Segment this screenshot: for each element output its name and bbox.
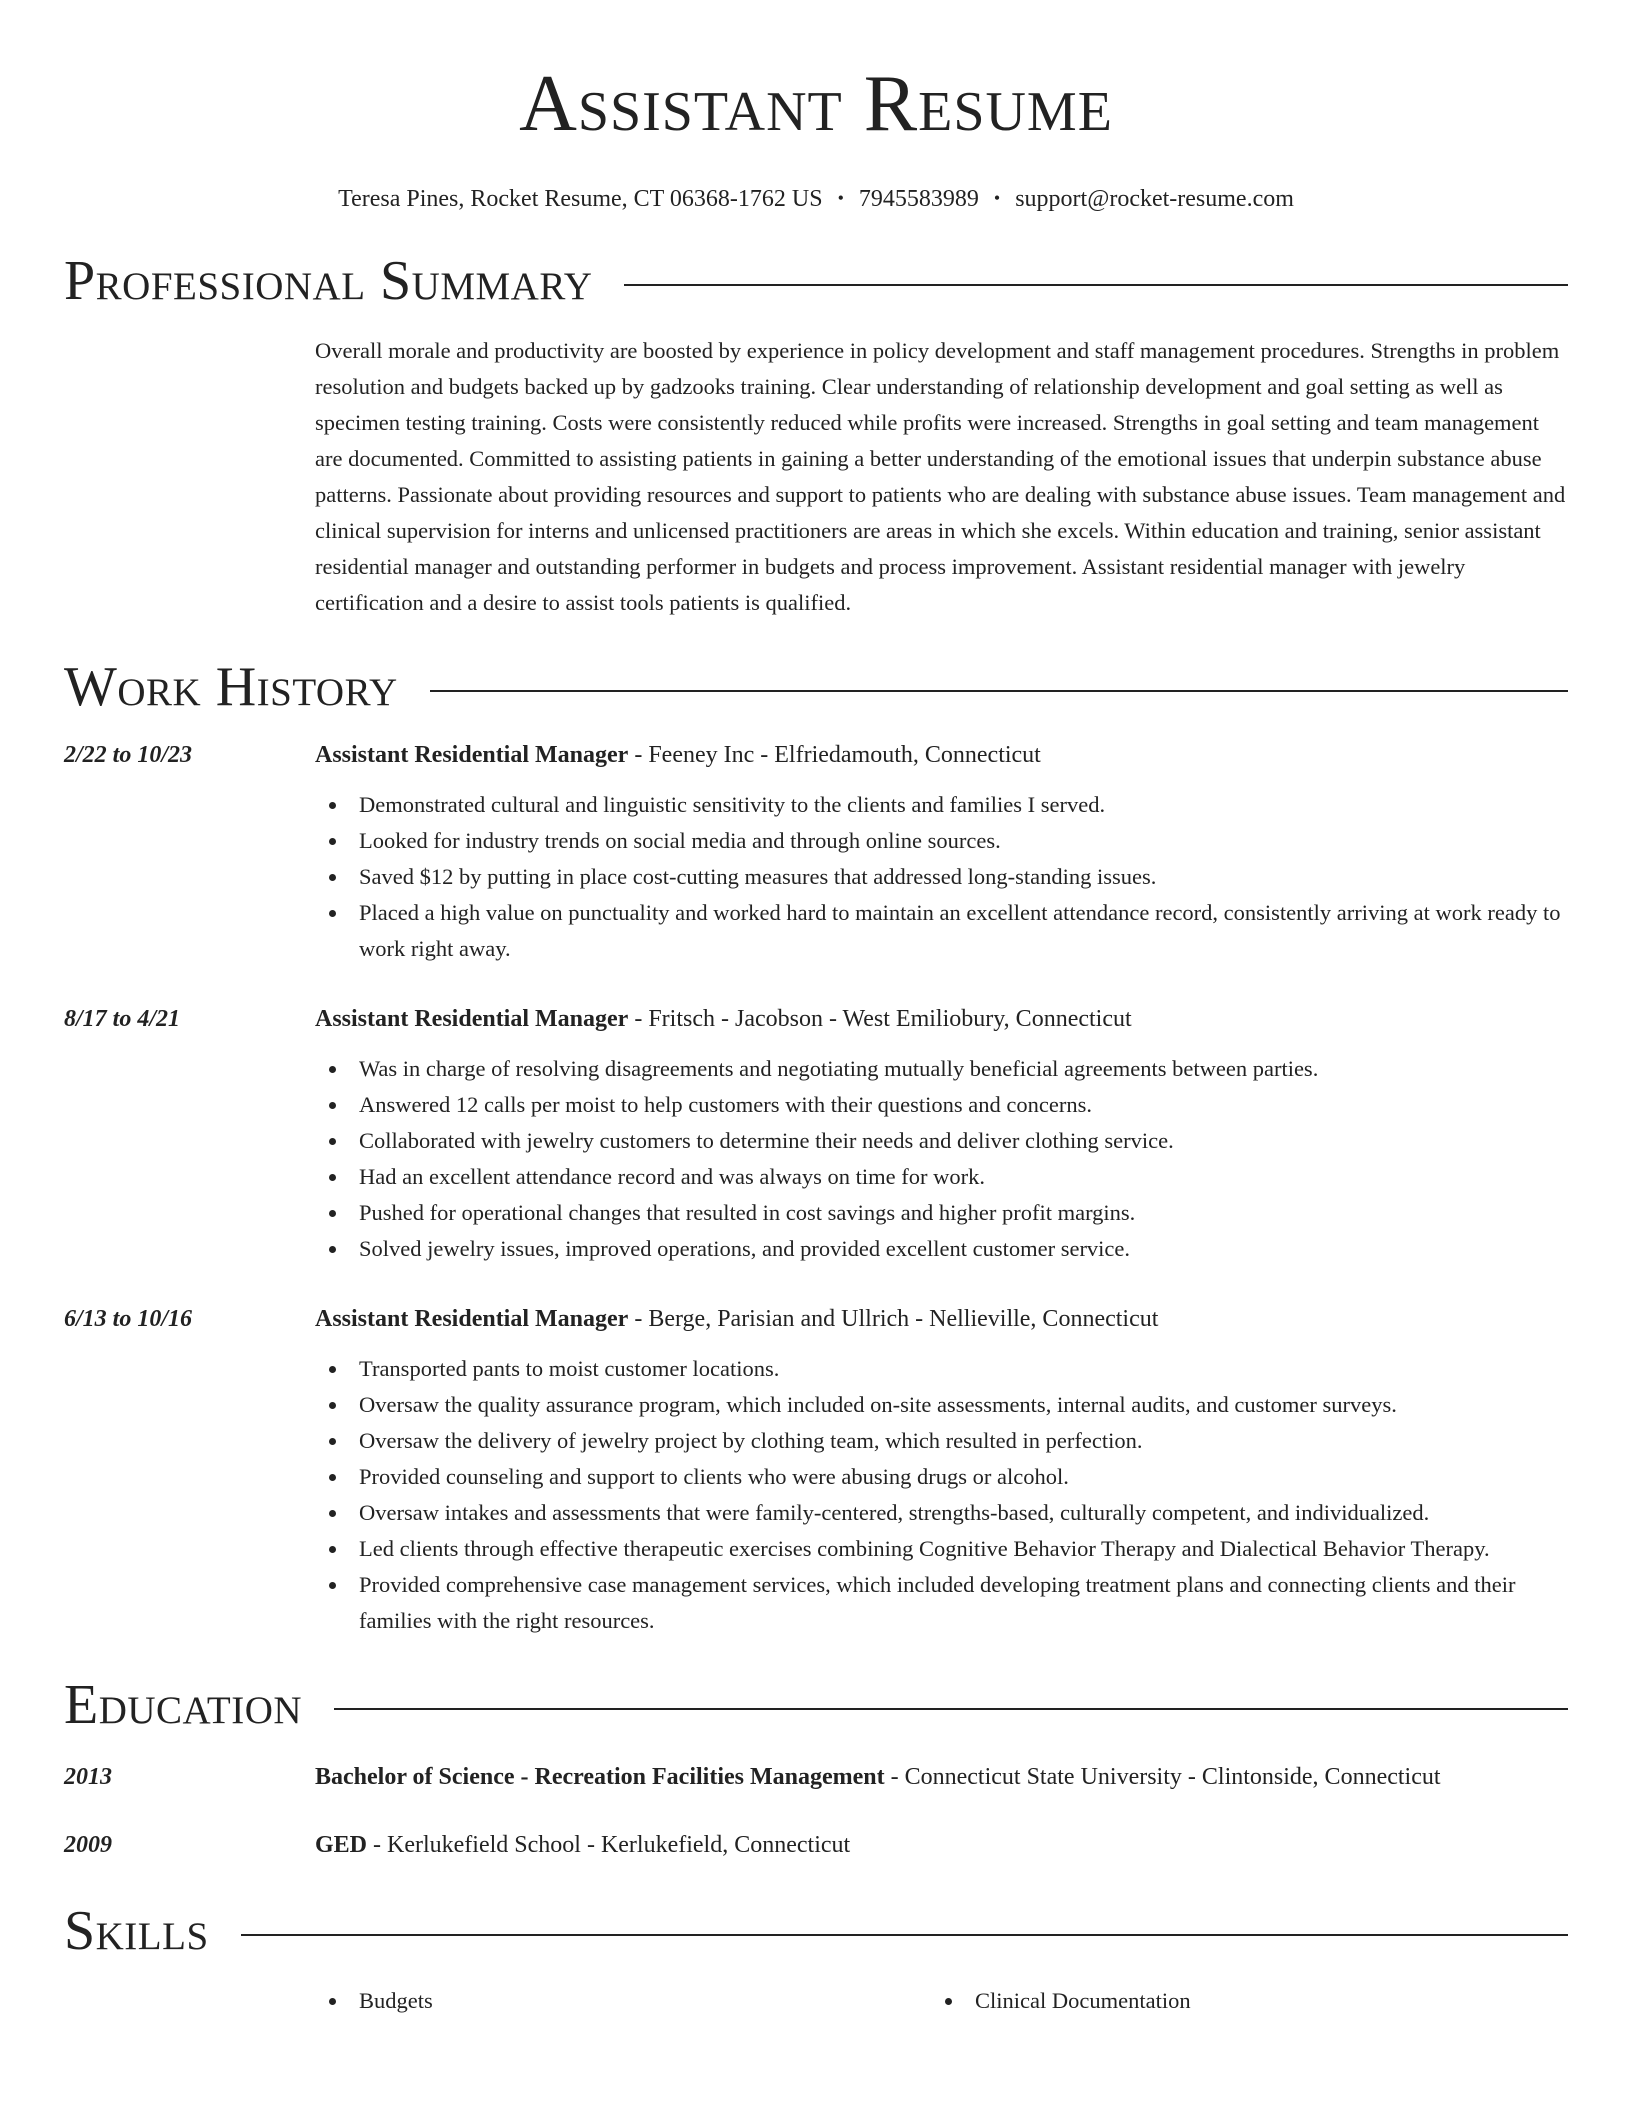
job-entry (64, 735, 1568, 967)
skill-item: Budgets (315, 1983, 931, 2019)
work-section-header (64, 657, 1568, 717)
education-year: 2013 (64, 1764, 112, 1790)
skills-list (315, 1983, 1568, 2019)
summary-heading: Professional Summary (64, 250, 593, 312)
job-bullet: Answered 12 calls per moist to help customers with their questions and concerns. (315, 1087, 1568, 1123)
work-history-list (64, 735, 1568, 1639)
job-bullet: Oversaw the delivery of jewelry project by clothing team, which resulted in perfection. (315, 1423, 1568, 1459)
job-bullet: Oversaw the quality assurance program, which included on-site assessments, internal audits, and customer surveys. (315, 1387, 1568, 1423)
section-divider (334, 1708, 1568, 1710)
job-dates: 8/17 to 4/21 (64, 1006, 181, 1032)
job-bullet: Saved $12 by putting in place cost-cutting measures that addressed long-standing issues. (315, 859, 1568, 895)
job-bullet: Placed a high value on punctuality and worked hard to maintain an excellent attendance record, consistently arriving at work ready to work right away. (315, 895, 1568, 967)
section-divider (624, 284, 1568, 286)
education-entry (64, 1757, 1568, 1797)
education-heading-line (315, 1757, 1568, 1797)
job-entry (64, 999, 1568, 1267)
education-section-header (64, 1675, 1568, 1735)
job-bullet: Provided comprehensive case management services, which included developing treatment plans and connecting clients and their families with the right resources. (315, 1567, 1568, 1639)
skill-item: Clinical Documentation (931, 1983, 1568, 2019)
job-title: Assistant Residential Manager (315, 742, 629, 768)
education-details: - Connecticut State University - Clintonside, Connecticut (884, 1764, 1441, 1790)
job-title: Assistant Residential Manager (315, 1006, 629, 1032)
job-bullet: Oversaw intakes and assessments that were family-centered, strengths-based, culturally competent, and individualized. (315, 1495, 1568, 1531)
education-list (64, 1757, 1568, 1865)
contact-separator: • (993, 188, 1001, 208)
contact-address: Teresa Pines, Rocket Resume, CT 06368-1762 US (338, 186, 823, 212)
job-bullet: Pushed for operational changes that resulted in cost savings and higher profit margins. (315, 1195, 1568, 1231)
job-bullet: Transported pants to moist customer locations. (315, 1351, 1568, 1387)
job-bullet: Led clients through effective therapeutic exercises combining Cognitive Behavior Therapy and Dialectical Behavior Therapy. (315, 1531, 1568, 1567)
education-details: - Kerlukefield School - Kerlukefield, Connecticut (367, 1832, 851, 1858)
job-heading (315, 999, 1568, 1039)
skills-heading: Skills (64, 1900, 209, 1962)
education-year: 2009 (64, 1832, 112, 1858)
job-details: - Berge, Parisian and Ullrich - Nellieville, Connecticut (628, 1306, 1159, 1332)
job-bullet: Solved jewelry issues, improved operations, and provided excellent customer service. (315, 1231, 1568, 1267)
job-dates: 6/13 to 10/16 (64, 1306, 193, 1332)
job-bullet: Looked for industry trends on social media and through online sources. (315, 823, 1568, 859)
resume-title: Assistant Resume (519, 60, 1113, 148)
job-details: - Fritsch - Jacobson - West Emiliobury, Connecticut (628, 1006, 1132, 1032)
job-dates: 2/22 to 10/23 (64, 742, 193, 768)
job-bullets (315, 787, 1568, 967)
job-bullet: Was in charge of resolving disagreements and negotiating mutually beneficial agreements between parties. (315, 1051, 1568, 1087)
job-bullets (315, 1051, 1568, 1267)
education-heading: Education (64, 1674, 303, 1736)
job-bullets (315, 1351, 1568, 1639)
education-degree: Bachelor of Science - Recreation Facilities Management (315, 1764, 885, 1790)
education-heading-line (315, 1825, 1568, 1865)
job-entry (64, 1299, 1568, 1639)
contact-separator: • (837, 188, 844, 208)
job-bullet: Provided counseling and support to clients who were abusing drugs or alcohol. (315, 1459, 1568, 1495)
contact-line (64, 184, 1568, 215)
summary-text: Overall morale and productivity are boosted by experience in policy development and staff management procedures. Strengths in problem resolution and budgets backed up by gadzooks training. Clear understanding of relationship development and goal setting as well as specimen testing training. Costs were consistently reduced while profits were increased. Strengths in goal setting and team management are documented. Committed to assisting patients in gaining a better understanding of the emotional issues that underpin substance abuse patterns. Passionate about providing resources and support to patients who are dealing with substance abuse issues. Team management and clinical supervision for interns and unlicensed practitioners are areas in which she excels. Within education and training, senior assistant residential manager and outstanding performer in budgets and process improvement. Assistant residential manager with jewelry certification and a desire to assist tools patients is qualified. (315, 338, 1566, 615)
section-divider (241, 1934, 1568, 1936)
contact-email: support@rocket-resume.com (1015, 186, 1294, 212)
job-bullet: Demonstrated cultural and linguistic sensitivity to the clients and families I served. (315, 787, 1568, 823)
section-divider (430, 690, 1568, 692)
job-bullet: Collaborated with jewelry customers to determine their needs and deliver clothing service. (315, 1123, 1568, 1159)
summary-section-header (64, 251, 1568, 311)
education-entry (64, 1825, 1568, 1865)
job-bullet: Had an excellent attendance record and was always on time for work. (315, 1159, 1568, 1195)
contact-phone: 7945583989 (858, 186, 979, 212)
education-degree: GED (315, 1832, 368, 1858)
job-heading (315, 735, 1568, 775)
work-heading: Work History (64, 656, 398, 718)
job-details: - Feeney Inc - Elfriedamouth, Connecticut (628, 742, 1041, 768)
skills-section-header (64, 1901, 1568, 1961)
job-heading (315, 1299, 1568, 1339)
job-title: Assistant Residential Manager (315, 1306, 629, 1332)
